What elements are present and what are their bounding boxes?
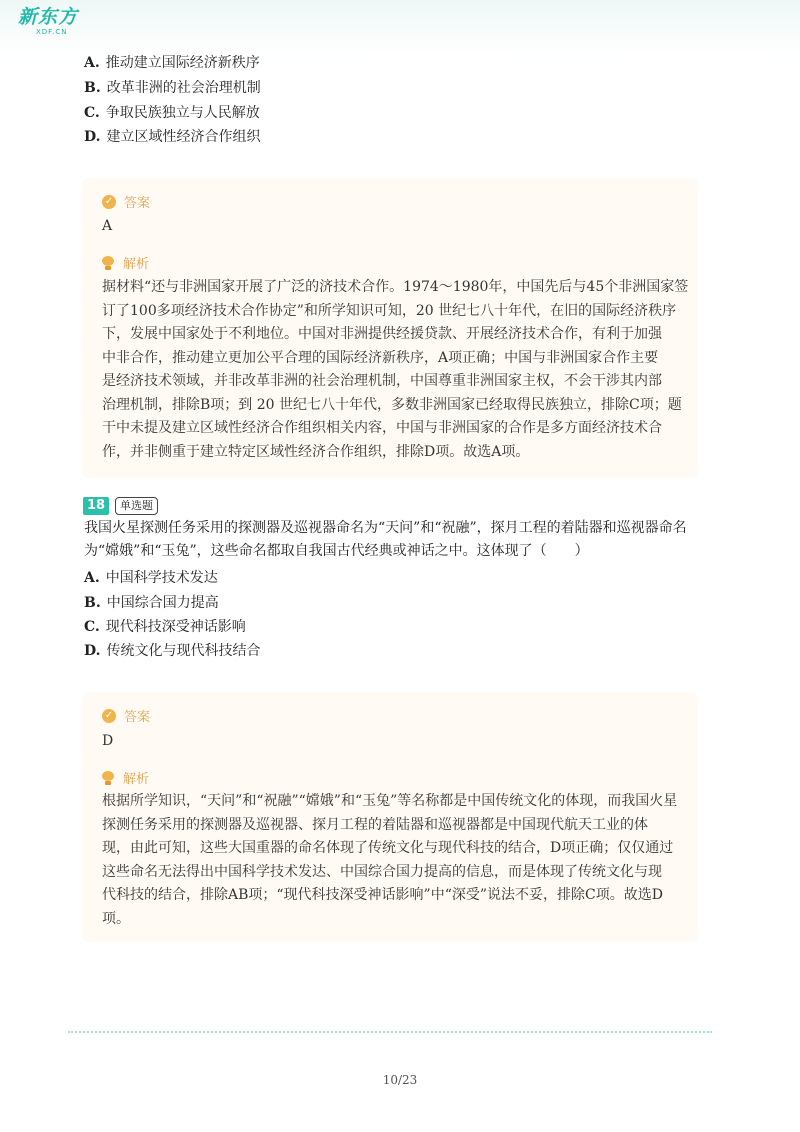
q17-option-c xyxy=(84,103,260,123)
stem-line: 我国火星探测任务采用的探测器及巡视器命名为“天问”和“祝融”，探月工程的着陆器和巡视器命名 xyxy=(84,520,687,536)
explanation-label: 解析 xyxy=(123,257,150,272)
option-letter: A. xyxy=(84,55,100,71)
explanation-line: 代科技的结合，排除AB项；“现代科技深受神话影响”中“深受”说法不妥，排除C项。故选D xyxy=(102,887,663,903)
check-icon: ✓ xyxy=(102,195,116,209)
explanation-line: 作，并非侧重于建立特定区域性经济合作组织，排除D项。故选A项。 xyxy=(102,443,530,460)
page-number: 10/23 xyxy=(382,1073,418,1087)
option-letter: C. xyxy=(84,619,100,635)
explanation-header xyxy=(102,253,149,272)
stem-line: 为“嫦娥”和“玉兔”，这些命名都取自我国古代经典或神话之中。这体现了（ ） xyxy=(84,543,589,559)
q17-option-b xyxy=(84,78,261,98)
explanation-line: 订了100多项经济技术合作协定”和所学知识可知，20 世纪七八十年代，在旧的国际经济秩序 xyxy=(102,302,677,319)
q17-option-d xyxy=(84,127,261,147)
explanation-line: 探测任务采用的探测器及巡视器、探月工程的着陆器和巡视器都是中国现代航天工业的体 xyxy=(102,816,648,833)
option-text: 现代科技深受神话影响 xyxy=(105,619,246,635)
answer-value: D xyxy=(102,733,114,749)
question-number-badge: 18 xyxy=(83,497,109,515)
explanation-line: 项。 xyxy=(102,910,130,927)
logo-sub-text: XDF.CN xyxy=(36,28,68,36)
option-text: 改革非洲的社会治理机制 xyxy=(106,80,261,96)
explanation-line: 中非合作，推动建立更加公平合理的国际经济新秩序，A项正确；中国与非洲国家合作主要 xyxy=(102,349,659,366)
explanation-line: 现，由此可知，这些大国重器的命名体现了传统文化与现代科技的结合，D项正确；仅仅通过 xyxy=(102,840,674,856)
option-text: 建立区域性经济合作组织 xyxy=(106,129,261,145)
lightbulb-icon xyxy=(102,771,114,785)
explanation-header xyxy=(102,768,149,787)
xdf-logo xyxy=(18,6,88,40)
explanation-label: 解析 xyxy=(123,772,150,787)
q18-option-a xyxy=(84,568,218,588)
explanation-line: 据材料“还与非洲国家开展了广泛的济技术合作。1974～1980年，中国先后与45个非洲国家签 xyxy=(102,279,689,295)
footer-divider xyxy=(68,1031,712,1033)
logo-main-text: 新东方 xyxy=(18,6,79,28)
option-text: 中国科学技术发达 xyxy=(105,570,218,586)
option-text: 争取民族独立与人民解放 xyxy=(105,105,260,121)
option-text: 中国综合国力提高 xyxy=(106,595,219,611)
q18-option-d xyxy=(84,641,261,661)
answer-value: A xyxy=(102,218,113,234)
q18-option-c xyxy=(84,617,246,637)
question-stem xyxy=(84,517,704,563)
answer-header xyxy=(102,706,150,725)
q18-option-b xyxy=(84,593,219,613)
option-letter: D. xyxy=(84,643,101,659)
q18-answer-card xyxy=(82,692,698,942)
explanation-line: 这些命名无法得出中国科学技术发达、中国综合国力提高的信息，而是体现了传统文化与现 xyxy=(102,863,662,880)
answer-label: 答案 xyxy=(124,710,151,725)
answer-header xyxy=(102,192,150,211)
lightbulb-icon xyxy=(102,256,114,270)
option-text: 传统文化与现代科技结合 xyxy=(106,643,261,659)
q17-option-a xyxy=(84,53,260,73)
explanation-line: 根据所学知识，“天问”和“祝融”“嫦娥”和“玉兔”等名称都是中国传统文化的体现，而我国火星 xyxy=(102,793,678,809)
explanation-line: 是经济技术领域，并非改革非洲的社会治理机制，中国尊重非洲国家主权，不会干涉其内部 xyxy=(102,373,662,389)
option-letter: C. xyxy=(84,105,100,121)
explanation-line: 干中未提及建立区域性经济合作组织相关内容，中国与非洲国家的合作是多方面经济技术合 xyxy=(102,420,662,436)
option-letter: A. xyxy=(84,570,100,586)
question-type-tag: 单选题 xyxy=(115,497,158,515)
q17-answer-card xyxy=(82,178,698,478)
explanation-text xyxy=(102,790,692,931)
answer-label: 答案 xyxy=(124,196,151,211)
option-letter: D. xyxy=(84,129,101,145)
option-letter: B. xyxy=(84,595,101,611)
header-band xyxy=(0,0,800,56)
check-icon: ✓ xyxy=(102,709,116,723)
explanation-line: 下，发展中国家处于不利地位。中国对非洲提供经援贷款、开展经济技术合作，有利于加强 xyxy=(102,326,662,342)
option-text: 推动建立国际经济新秩序 xyxy=(105,55,260,71)
option-letter: B. xyxy=(84,80,101,96)
explanation-line: 治理机制，排除B项；到 20 世纪七八十年代，多数非洲国家已经取得民族独立，排除C项；题 xyxy=(102,396,682,413)
explanation-text xyxy=(102,276,692,464)
